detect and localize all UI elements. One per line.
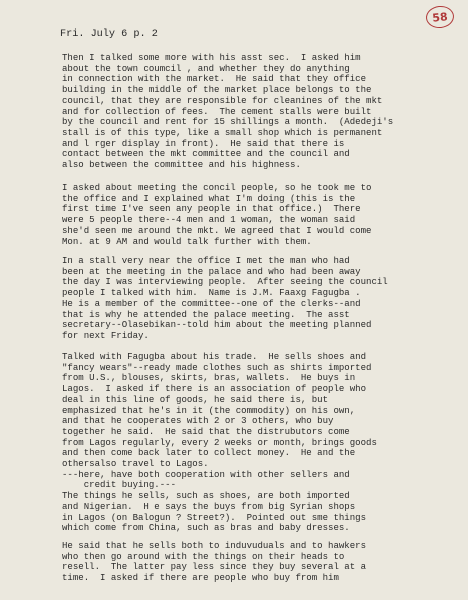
text-line: deal in this line of goods, he said there is, but [62, 394, 329, 405]
text-line: also between the committee and his highness. [62, 160, 301, 171]
text-line: from U.S., blouses, skirts, bras, wallets. He buys in [62, 373, 356, 384]
text-line: council, that they are responsible for cleanines of the mkt [62, 95, 383, 106]
text-line: by the council and rent for 15 shillings a month. (Adedeji's [62, 117, 394, 128]
page-header: Fri. July 6 p. 2 [60, 29, 158, 40]
paragraph-stall-meeting [62, 256, 466, 342]
text-line: ---here, have both cooperation with other sellers and [62, 469, 350, 480]
text-line: for next Friday. [62, 330, 149, 341]
text-line: that is why he attended the palace meeting. The asst [62, 309, 350, 320]
text-line: and for collection of fees. The cement stalls were built [62, 106, 372, 117]
text-line: and Nigerian. H e says the buys from big Syrian shops [62, 501, 356, 512]
paragraph-council-office [62, 183, 466, 247]
text-line: and then come back later to collect money. He and the [62, 448, 356, 459]
text-line: stall is of this type, like a small shop which is permanent [62, 127, 383, 138]
text-line: Mon. at 9 AM and would talk further with them. [62, 236, 312, 247]
text-line: building in the middle of the market place belongs to the [62, 85, 372, 96]
text-line: resell. The latter pay less since they buy several at a [62, 562, 367, 573]
text-line: and l rger display in front). He said that there is [62, 138, 345, 149]
text-line: contact between the mkt committee and the council and [62, 149, 350, 160]
text-line: Lagos. I asked if there is an association of people who [62, 384, 367, 395]
text-line: the day I was interviewing people. After seeing the council [62, 277, 388, 288]
text-line: credit buying.--- [62, 480, 177, 491]
text-line: the office and I explained what I'm doing (this is the [62, 193, 356, 204]
text-line: He is a member of the committee--one of the clerks--and [62, 298, 361, 309]
text-line: from Lagos regularly, every 2 weeks or month, brings goods [62, 437, 377, 448]
text-line: secretary--Olasebikan--told him about the meeting planned [62, 320, 372, 331]
paragraph-fagugba-trade [62, 352, 466, 534]
text-line: "fancy wears"--ready made clothes such as shirts imported [62, 362, 372, 373]
text-line: about the town coumcil , and whether they do anything [62, 63, 350, 74]
paragraph-town-council [62, 53, 466, 171]
text-line: in connection with the market. He said that they office [62, 74, 367, 85]
text-line: in Lagos (on Balogun ? Street?). Pointed out sme things [62, 512, 367, 523]
text-line: He said that he sells both to induvuduals and to hawkers [62, 541, 367, 551]
text-line: The things he sells, such as shoes, are both imported [62, 491, 350, 502]
text-line: who then go around with the things on their heads to [62, 551, 345, 562]
text-line: which come from China, such as bras and baby dresses. [62, 523, 350, 534]
text-line: time. I asked if there are people who buy from him [62, 573, 339, 584]
text-line: emphasized that he's in it (the commodity) on his own, [62, 405, 356, 416]
paragraph-sales-channels [62, 541, 466, 584]
text-line: Talked with Fagugba about his trade. He sells shoes and [62, 352, 367, 362]
text-line: othersalso travel to Lagos. [62, 459, 209, 470]
text-line: In a stall very near the office I met the man who had [62, 256, 350, 266]
text-line: and that he cooperates with 2 or 3 others, who buy [62, 416, 334, 427]
text-line: been at the meeting in the palace and who had been away [62, 266, 361, 277]
text-line: Then I talked some more with his asst sec. I asked him [62, 53, 361, 63]
text-line: she'd seen me around the mkt. We agreed that I would come [62, 225, 372, 236]
text-line: were 5 people there--4 men and 1 woman, the woman said [62, 215, 356, 226]
page-number-stamp: 58 [425, 5, 455, 30]
text-line: people I talked with him. Name is J.M. Faaxg Fagugba . [62, 288, 361, 299]
text-line: first time I've seen any people in that office.) There [62, 204, 361, 215]
text-line: I asked about meeting the concil people, so he took me to [62, 183, 372, 193]
text-line: together he said. He said that the distrubutors come [62, 426, 350, 437]
